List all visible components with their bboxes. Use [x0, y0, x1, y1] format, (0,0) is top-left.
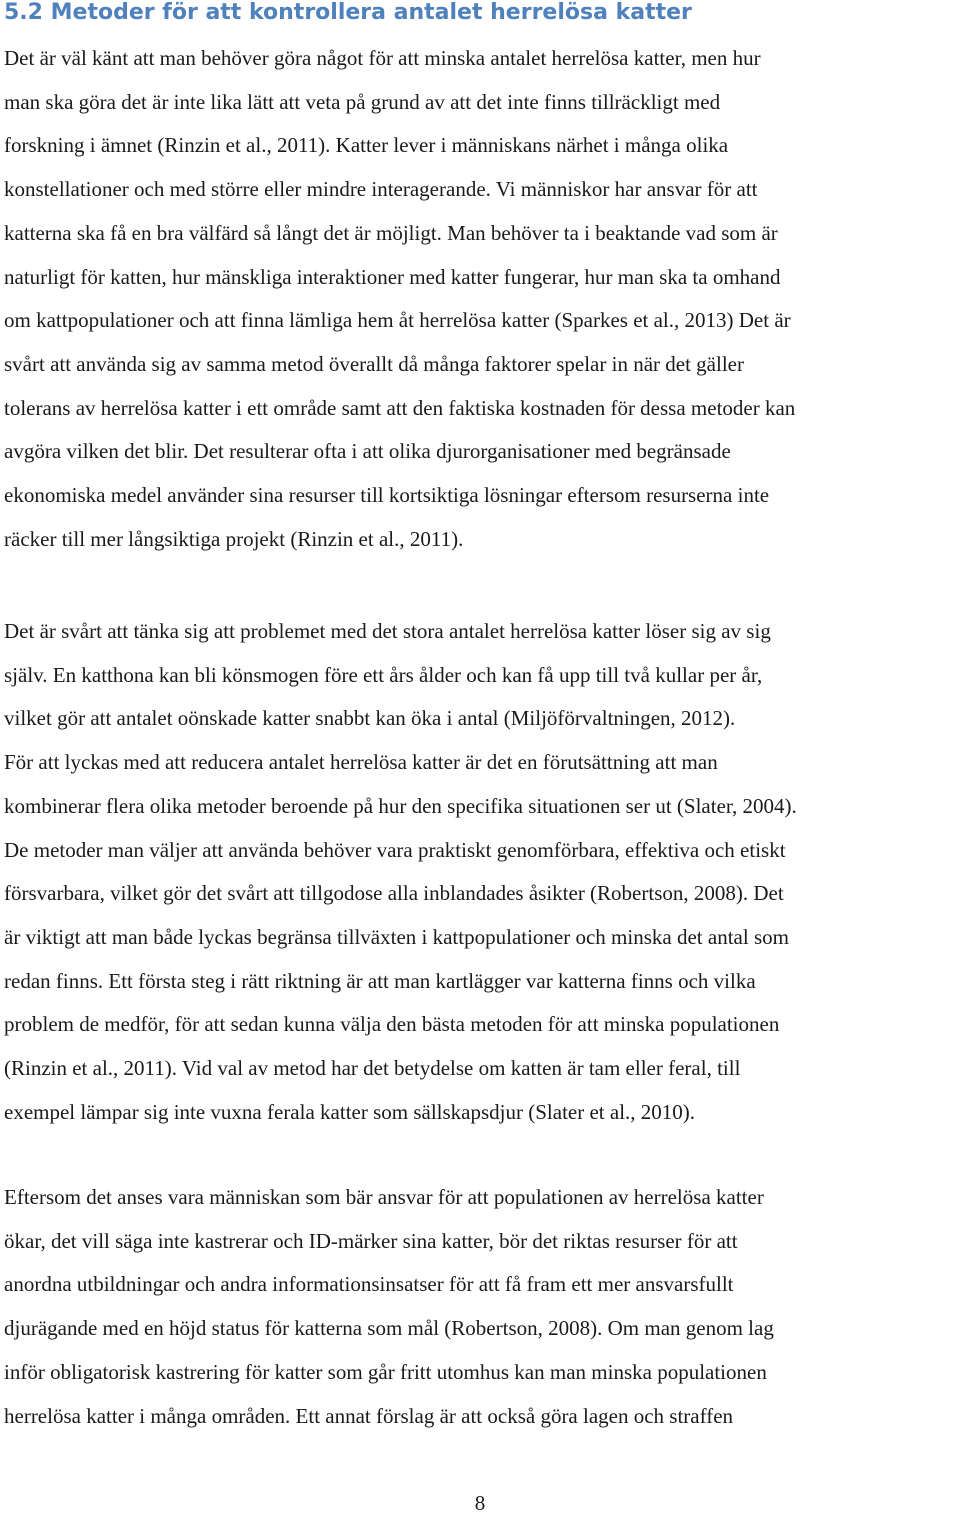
paragraph-line: själv. En katthona kan bli könsmogen före ett års ålder och kan få upp till två kullar per år,	[4, 662, 763, 687]
paragraph-line: forskning i ämnet (Rinzin et al., 2011). Katter lever i människans närhet i många olika	[4, 133, 729, 158]
paragraph-line: Eftersom det anses vara människan som bär ansvar för att populationen av herrelösa katter	[4, 1185, 764, 1209]
paragraph-line: Det är väl känt att man behöver göra något för att minska antalet herrelösa katter, men hur	[4, 46, 761, 70]
page-number: 8	[474, 1491, 486, 1515]
paragraph-line: räcker till mer långsiktiga projekt (Rinzin et al., 2011).	[4, 526, 464, 551]
section-heading: 5.2 Metoder för att kontrollera antalet herrelösa katter	[4, 0, 692, 25]
paragraph-line: exempel lämpar sig inte vuxna ferala katter som sällskapsdjur (Slater et al., 2010).	[4, 1099, 696, 1124]
paragraph-line: problem de medför, för att sedan kunna välja den bästa metoden för att minska populationen	[4, 1012, 780, 1037]
paragraph-line: (Rinzin et al., 2011). Vid val av metod har det betydelse om katten är tam eller feral, till	[4, 1056, 741, 1081]
paragraph-line: försvarbara, vilket gör det svårt att tillgodose alla inblandades åsikter (Robertson, 2008). Det	[4, 881, 784, 906]
paragraph-1	[4, 37, 795, 561]
paragraph-line: För att lyckas med att reducera antalet herrelösa katter är det en förutsättning att man	[4, 750, 718, 775]
paragraph-line: De metoder man väljer att använda behöver vara praktiskt genomförbara, effektiva och etiskt	[4, 837, 786, 862]
paragraph-line: vilket gör att antalet oönskade katter snabbt kan öka i antal (Miljöförvaltningen, 2012).	[4, 706, 736, 731]
paragraph-line: katterna ska få en bra välfärd så långt det är möjligt. Man behöver ta i beaktande vad som är	[4, 220, 778, 245]
paragraph-line: herrelösa katter i många områden. Ett annat förslag är att också göra lagen och straffen	[4, 1403, 734, 1428]
paragraph-line: man ska göra det är inte lika lätt att veta på grund av att det inte finns tillräckligt med	[4, 89, 721, 114]
paragraph-line: är viktigt att man både lyckas begränsa tillväxten i kattpopulationer och minska det antal som	[4, 924, 789, 949]
paragraph-3	[4, 1176, 774, 1438]
paragraph-line: om kattpopulationer och att finna lämliga hem åt herrelösa katter (Sparkes et al., 2013) Det är	[4, 308, 791, 333]
paragraph-line: djurägande med en höjd status för katterna som mål (Robertson, 2008). Om man genom lag	[4, 1316, 774, 1341]
paragraph-line: avgöra vilken det blir. Det resulterar ofta i att olika djurorganisationer med begränsade	[4, 439, 731, 464]
paragraph-line: ekonomiska medel använder sina resurser till kortsiktiga lösningar eftersom resurserna inte	[4, 483, 770, 508]
paragraph-line: ökar, det vill säga inte kastrerar och ID-märker sina katter, bör det riktas resurser för att	[4, 1228, 738, 1253]
paragraph-2	[4, 610, 797, 1134]
paragraph-line: redan finns. Ett första steg i rätt riktning är att man kartlägger var katterna finns och vilka	[4, 968, 756, 993]
paragraph-line: svårt att använda sig av samma metod överallt då många faktorer spelar in när det gäller	[4, 351, 744, 376]
paragraph-line: inför obligatorisk kastrering för katter som går fritt utomhus kan man minska populationen	[4, 1359, 767, 1384]
paragraph-line: kombinerar flera olika metoder beroende på hur den specifika situationen ser ut (Slater, 2004).	[4, 793, 797, 818]
paragraph-line: konstellationer och med större eller mindre interagerande. Vi människor har ansvar för att	[4, 177, 758, 202]
paragraph-line: naturligt för katten, hur mänskliga interaktioner med katter fungerar, hur man ska ta omhand	[4, 264, 781, 289]
paragraph-line: tolerans av herrelösa katter i ett område samt att den faktiska kostnaden för dessa metoder kan	[4, 395, 796, 420]
paragraph-line: anordna utbildningar och andra informationsinsatser för att få fram ett mer ansvarsfullt	[4, 1272, 734, 1297]
paragraph-line: Det är svårt att tänka sig att problemet med det stora antalet herrelösa katter löser sig av sig	[4, 619, 771, 643]
